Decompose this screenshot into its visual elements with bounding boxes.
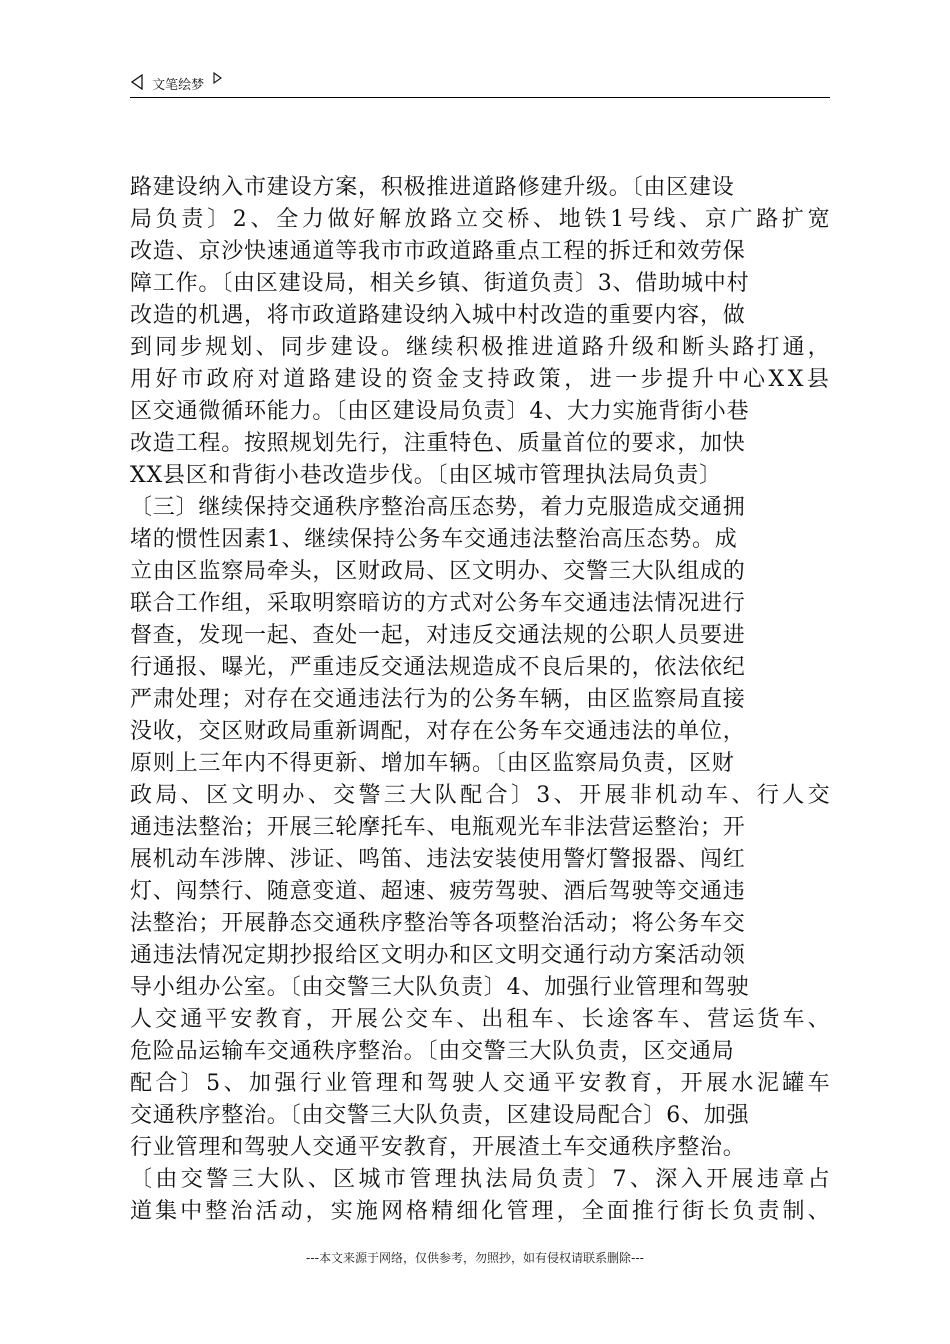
body-line: 堵的惯性因素1、继续保持公务车交通违法整治高压态势。成 (130, 527, 738, 552)
body-line: 路建设纳入市建设方案，积极推进道路修建升级。〔由区建设 (130, 175, 735, 200)
body-line: 通违法情况定期抄报给区文明办和区文明交通行动方案活动领 (130, 943, 746, 968)
header-brand: 文笔绘梦 (152, 78, 205, 93)
body-line: 政局、区文明办、交警三大队配合〕3、开展非机动车、行人交 (130, 783, 833, 808)
body-line: 原则上三年内不得更新、增加车辆。〔由区监察局负责，区财 (130, 751, 735, 776)
body-line: 〔三〕继续保持交通秩序整治高压态势，着力克服造成交通拥 (130, 495, 746, 520)
triangle-left-icon (130, 74, 144, 98)
body-line: 配合〕5、加强行业管理和驾驶人交通平安教育，开展水泥罐车 (130, 1071, 833, 1096)
body-line: 行业管理和驾驶人交通平安教育，开展渣土车交通秩序整治。 (130, 1135, 746, 1160)
body-line: 行通报、曝光，严重违反交通法规造成不良后果的，依法依纪 (130, 655, 746, 680)
body-line: 通违法整治；开展三轮摩托车、电瓶观光车非法营运整治；开 (130, 815, 746, 840)
body-line: 改造的机遇，将市政道路建设纳入城中村改造的重要内容，做 (130, 303, 746, 328)
body-line: 用好市政府对道路建设的资金支持政策，进一步提升中心XX县 (130, 367, 833, 392)
document-body (130, 172, 834, 1228)
body-line: 灯、闯禁行、随意变道、超速、疲劳驾驶、酒后驾驶等交通违 (130, 879, 746, 904)
body-line: 道集中整治活动，实施网格精细化管理，全面推行街长负责制、 (130, 1199, 833, 1224)
body-line: 障工作。〔由区建设局，相关乡镇、街道负责〕3、借助城中村 (130, 271, 750, 296)
body-line: 改造工程。按照规划先行，注重特色、质量首位的要求，加快 (130, 431, 746, 456)
body-line: 交通秩序整治。〔由交警三大队负责，区建设局配合〕6、加强 (130, 1103, 750, 1128)
body-line: 局负责〕2、全力做好解放路立交桥、地铁1号线、京广路扩宽 (130, 207, 834, 232)
page-header (130, 74, 830, 98)
body-line: 法整治；开展静态交通秩序整治等各项整治活动；将公务车交 (130, 911, 746, 936)
page-footer: ---本文来源于网络，仅供参考，勿照抄，如有侵权请联系删除--- (306, 1251, 644, 1265)
body-line: 危险品运输车交通秩序整治。〔由交警三大队负责，区交通局 (130, 1039, 735, 1064)
body-line: 督查，发现一起、查处一起，对违反交通法规的公职人员要进 (130, 623, 746, 648)
body-line: 联合工作组，采取明察暗访的方式对公务车交通违法情况进行 (130, 591, 746, 616)
body-line: 没收，交区财政局重新调配，对存在公务车交通违法的单位， (130, 719, 746, 744)
body-line: 展机动车涉牌、涉证、鸣笛、违法安装使用警灯警报器、闯红 (130, 847, 746, 872)
body-line: 人交通平安教育，开展公交车、出租车、长途客车、营运货车、 (130, 1007, 833, 1032)
body-line: 立由区监察局牵头，区财政局、区文明办、交警三大队组成的 (130, 559, 746, 584)
body-line: 严肃处理；对存在交通违法行为的公务车辆，由区监察局直接 (130, 687, 746, 712)
header-divider (130, 97, 830, 98)
body-line: XX县区和背街小巷改造步伐。〔由区城市管理执法局负责〕 (130, 463, 722, 488)
body-line: 到同步规划、同步建设。继续积极推进道路升级和断头路打通， (130, 335, 833, 360)
triangle-right-icon (212, 75, 222, 97)
body-line: 改造、京沙快速通道等我市市政道路重点工程的拆迁和效劳保 (130, 239, 746, 264)
body-line: 〔由交警三大队、区城市管理执法局负责〕7、深入开展违章占 (130, 1167, 833, 1192)
body-line: 导小组办公室。〔由交警三大队负责〕4、加强行业管理和驾驶 (130, 975, 750, 1000)
body-line: 区交通微循环能力。〔由区建设局负责〕4、大力实施背街小巷 (130, 399, 750, 424)
